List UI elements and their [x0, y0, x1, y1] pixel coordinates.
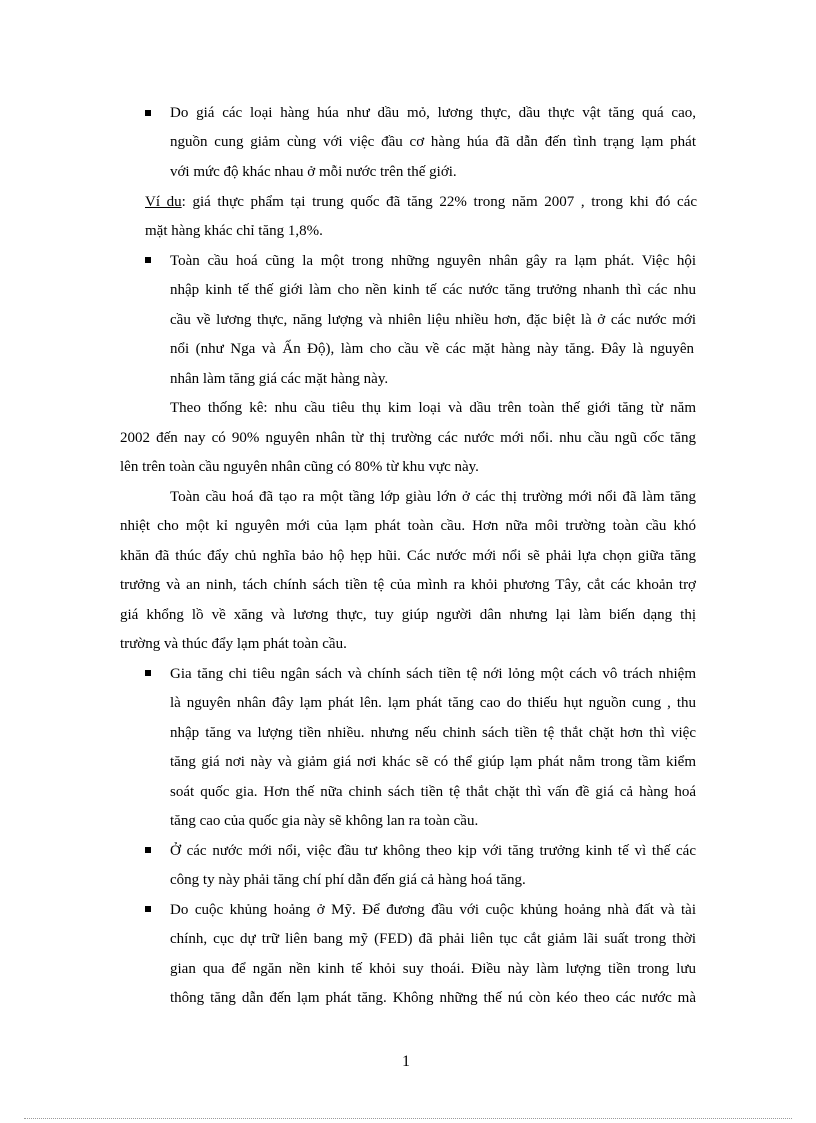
- square-bullet-icon: [145, 906, 151, 912]
- text-line: Toàn cầu hoá đã tạo ra một tầng lớp giàu lớn ở các thị trường mới nổi đã làm tăng: [170, 489, 696, 505]
- text-line: Do giá các loại hàng húa như dầu mỏ, lương thực, dầu thực vật tăng quá cao,: [170, 105, 696, 121]
- text-line: Do cuộc khủng hoảng ở Mỹ. Để đương đầu với cuộc khủng hoảng nhà đất và tài: [170, 902, 696, 918]
- text-line: nổi (như Nga và Ấn Độ), làm cho cầu về các mặt hàng này tăng. Đây là nguyên: [170, 341, 694, 357]
- example-line: [145, 192, 697, 212]
- text-line: soát quốc gia. Hơn thế nữa chinh sách tiền tệ thắt chặt thì vấn đề giá cả hàng hoá: [170, 784, 696, 800]
- square-bullet-icon: [145, 670, 151, 676]
- text-line: nhập kinh tế thế giới làm cho nền kinh tế các nước tăng trưởng nhanh thì các nhu: [170, 282, 696, 298]
- text-line: nhân làm tăng giá các mặt hàng này.: [170, 371, 389, 387]
- text-line: Ở các nước mới nổi, việc đầu tư không theo kịp với tăng trưởng kinh tế vì thế các: [170, 843, 696, 859]
- square-bullet-icon: [145, 847, 151, 853]
- text-line: Gia tăng chi tiêu ngân sách và chính sách tiền tệ nới lỏng một cách vô trách nhiệm: [170, 666, 696, 682]
- text-line: là nguyên nhân đây lạm phát lên. lạm phát tăng cao do thiếu hụt nguồn cung , thu: [170, 695, 696, 711]
- text-line: trưởng và an ninh, tách chính sách tiền tệ của mình ra khỏi phương Tây, cắt các khoản trợ: [120, 577, 696, 593]
- square-bullet-icon: [145, 110, 151, 116]
- text-line: mặt hàng khác chỉ tăng 1,8%.: [145, 223, 323, 239]
- text-line: nhập tăng va lượng tiền nhiều. nhưng nếu chinh sách tiền tệ thắt chặt hơn thì việc: [170, 725, 696, 741]
- text-line: cầu về lương thực, năng lượng và nhiên liệu nhiều hơn, đặc biệt là ở các nước mới: [170, 312, 696, 328]
- text-line: Theo thống kê: nhu cầu tiêu thụ kim loại và dầu trên toàn thế giới tăng từ năm: [170, 400, 696, 416]
- text-line: với mức độ khác nhau ở mỗi nước trên thế giới.: [170, 164, 457, 180]
- text-line: thông tăng dẫn đến lạm phát tăng. Không những thế nú còn kéo theo các nước mà: [170, 990, 696, 1006]
- square-bullet-icon: [145, 257, 151, 263]
- text-line: tăng cao của quốc gia này sẽ không lan ra toàn cầu.: [170, 813, 479, 829]
- text-line: 2002 đến nay có 90% nguyên nhân từ thị trường các nước mới nổi. nhu cầu ngũ cốc tăng: [120, 430, 696, 446]
- text-line: nhiệt cho một kỉ nguyên mới của lạm phát toàn cầu. Hơn nữa môi trường toàn cầu khó: [120, 518, 696, 534]
- page-number: 1: [402, 1053, 410, 1070]
- text-line: tăng giá nơi này và giảm giá nơi khác sẽ có thể giúp lạm phát nằm trong tầm kiểm: [170, 754, 696, 770]
- page-bottom-divider: [24, 1118, 792, 1119]
- text-line: lên trên toàn cầu nguyên nhân cũng có 80% từ khu vực này.: [120, 459, 479, 475]
- example-text: : giá thực phẩm tại trung quốc đã tăng 22% trong năm 2007 , trong khi đó các: [181, 194, 698, 210]
- text-line: nguồn cung giảm cùng với việc đầu cơ hàng húa đã dẫn đến tình trạng lạm phát: [170, 134, 696, 150]
- text-line: khăn đã thúc đẩy chủ nghĩa bảo hộ hẹp hũi. Các nước mới nổi sẽ phải lựa chọn giữa tăng: [120, 548, 696, 564]
- text-line: giá khổng lồ về xăng và lương thực, tuy giúp người dân nhưng lại làm biến dạng thị: [120, 607, 696, 623]
- text-line: Toàn cầu hoá cũng la một trong những nguyên nhân gây ra lạm phát. Việc hội: [170, 253, 696, 269]
- text-line: trường và thúc đẩy lạm phát toàn cầu.: [120, 636, 347, 652]
- text-line: chính, cục dự trữ liên bang mỹ (FED) đã phải liên tục cắt giảm lãi suất trong thời: [170, 931, 696, 947]
- text-line: công ty này phải tăng chí phí dẫn đến giá cả hàng hoá tăng.: [170, 872, 526, 888]
- text-line: gian qua để ngăn nền kinh tế khỏi suy thoái. Điều này làm lượng tiền trong lưu: [170, 961, 696, 977]
- example-label: Ví du: [145, 194, 182, 210]
